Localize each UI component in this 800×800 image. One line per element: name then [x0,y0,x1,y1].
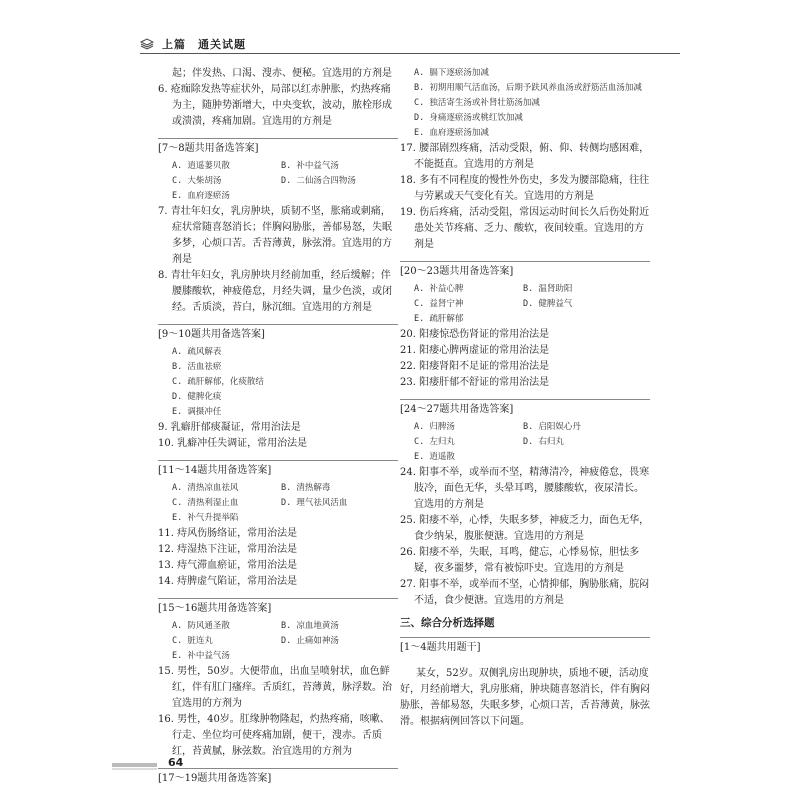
question-9: 9. 乳癖肝郁痰凝证，常用治法是 [158,422,301,433]
question-13: 13. 痔气滞血瘀证，常用治法是 [158,560,298,571]
group-11-14-title: [11～14题共用备选答案] [158,460,398,479]
group-15-16-title: [15～16题共用备选答案] [158,598,398,617]
footer-bar [112,763,157,767]
option-e: E. 逍遥散 [414,452,455,462]
option-a: A. 逍遥蒌贝散 [172,161,230,171]
question-19: 19. 伤后疼痛，活动受阻，常因运动时间长久后伤处附近患处关节疼痛、乏力、酸软，夜间较重。宜选用的方剂是 [400,207,650,250]
option-a: A. 疏风解表 [172,347,222,357]
question-24: 24. 阳事不举，或举而不坚，精薄清冷，神疲倦怠，畏寒肢冷，面色无华，头晕耳鸣，腰膝酸软，夜尿清长。宜选用的方剂是 [400,467,650,510]
option-d: D. 右归丸 [523,437,564,447]
group-17-19-title: [17～19题共用备选答案] [158,768,398,787]
question-15: 15. 男性，50岁。大便带血，出血呈喷射状，血色鲜红，伴有肛门瘙痒。舌质红，苔薄黄，脉浮数。治宜选用的方剂为 [158,666,392,709]
right-column [400,66,650,740]
question-20: 20. 阳痿惊恐伤肾证的常用治法是 [400,329,550,340]
option-b: B. 清热解毒 [281,483,331,493]
section-heading: 三、综合分析选择题 [400,617,495,629]
book-stack-icon [140,38,154,50]
header-title: 上篇 通关试题 [162,38,246,51]
question-27: 27. 阳事不举，或举而不坚，心情抑郁，胸胁胀痛，脘闷不适，食少便溏。宜选用的方剂是 [400,579,650,606]
option-e: E. 血府逐瘀汤 [172,191,230,201]
left-column [158,66,398,789]
option-c: C. 独活寄生汤或补肾壮筋汤加减 [414,98,540,108]
option-b: B. 凉血地黄汤 [281,621,339,631]
option-d: D. 健脾化痰 [172,392,222,402]
option-e: E. 补中益气汤 [172,651,230,661]
option-b: B. 启阳娱心丹 [523,422,581,432]
question-14: 14. 痔脾虚气陷证，常用治法是 [158,576,298,587]
question-23: 23. 阳痿肝郁不舒证的常用治法是 [400,377,550,388]
option-c: C. 疏肝解郁，化痰散结 [172,377,264,387]
option-a: A. 清热凉血祛风 [172,483,239,493]
question-7: 7. 青壮年妇女，乳房肿块，质韧不坚，胀痛或刺痛，症状常随喜怒消长；伴胸闷胁胀，善郁易怒，失眠多梦，心烦口苦。舌苔薄黄，脉弦滑。宜选用的方剂是 [158,206,392,265]
case-stem-text: 某女，52岁。双侧乳房出现肿块，质地不硬，活动度好，月经前增大，乳房胀痛，肿块随喜怒消长，伴有胸闷胁胀，善郁易怒，失眠多梦，心烦口苦，舌苔薄黄，脉弦滑。根据病例回答以下问题。 [400,668,650,727]
option-d: D. 健脾益气 [523,299,573,309]
option-e: E. 调摄冲任 [172,407,222,417]
question-25: 25. 阳痿不举，心悸，失眠多梦，神疲乏力，面色无华，食少纳呆，腹胀便溏。宜选用的方剂是 [400,515,650,542]
option-c: C. 左归丸 [414,437,455,447]
option-e: E. 疏肝解郁 [414,314,464,324]
page-header [140,36,680,56]
question-8: 8. 青壮年妇女，乳房肿块月经前加重，经后缓解；伴腰膝酸软，神疲倦怠，月经失调，量少色淡，或闭经。舌质淡，苔白，脉沉细。宜选用的方剂是 [158,270,392,313]
question-5-tail: 起；伴发热、口渴、溲赤、便秘。宜选用的方剂是 [172,68,392,79]
option-a: A. 膈下逐瘀汤加减 [414,68,489,78]
option-b: B. 初期用顺气活血汤，后期予趺风养血汤或舒筋活血汤加减 [414,83,642,93]
option-e: E. 补气升提举陷 [172,513,239,523]
question-11: 11. 痔风伤肠络证，常用治法是 [158,528,298,539]
option-d: D. 二仙汤合四物汤 [281,176,356,186]
question-6: 6. 疮痂除发热等症状外，局部以红赤肿胀，灼热疼痛为主，随肿势渐增大，中央变软，波动，脓栓形成或溃溃，疼痛加剧。宜选用的方剂是 [158,84,392,127]
question-17: 17. 腰部剧烈疼痛，活动受限，俯、仰、转侧均感困难，不能挺直。宜选用的方剂是 [400,143,650,170]
question-18: 18. 多有不同程度的慢性外伤史，多发为腰部隐痛，往往与劳累或天气变化有关。宜选用的方剂是 [400,175,650,202]
question-26: 26. 阳痿不举，失眠，耳鸣，健忘，心悸易惊，胆怯多疑，夜多噩梦，常有被惊吓史。宜选用的方剂是 [400,547,640,574]
option-c: C. 清热利湿止血 [172,498,239,508]
option-d: D. 止痛如神汤 [281,636,339,646]
question-16: 16. 男性，40岁。肛缘肿物隆起，灼热疼痛，咳嗽、行走、坐位均可使疼痛加剧，便干，溲赤。舌质红，苔黄腻，脉弦数。治宜选用的方剂为 [158,714,390,757]
question-21: 21. 阳痿心脾两虚证的常用治法是 [400,345,550,356]
option-e: E. 血府逐瘀汤加减 [414,128,489,138]
group-7-8-title: [7～8题共用备选答案] [158,138,398,157]
option-a: A. 防风通圣散 [172,621,230,631]
question-10: 10. 乳癖冲任失调证，常用治法是 [158,438,308,449]
question-22: 22. 阳痿肾阳不足证的常用治法是 [400,361,550,372]
footer-bar-shadow [112,768,157,770]
option-d: D. 身痛逐瘀汤或桃红饮加减 [414,113,523,123]
page-number: 64 [168,756,184,769]
header-rule [140,53,680,54]
option-c: C. 益肾宁神 [414,299,464,309]
group-24-27-title: [24～27题共用备选答案] [400,399,650,418]
option-a: A. 归脾汤 [414,422,455,432]
group-9-10-title: [9～10题共用备选答案] [158,324,398,343]
option-c: C. 大柴胡汤 [172,176,222,186]
option-c: C. 脏连丸 [172,636,213,646]
case-stem-title: [1～4题共用题干] [400,637,650,656]
option-b: B. 温肾助阳 [523,284,573,294]
option-b: B. 补中益气汤 [281,161,339,171]
option-d: D. 理气祛风活血 [281,498,348,508]
question-12: 12. 痔湿热下注证，常用治法是 [158,544,298,555]
group-20-23-title: [20～23题共用备选答案] [400,261,650,280]
option-b: B. 活血祛瘀 [172,362,222,372]
option-a: A. 补益心脾 [414,284,464,294]
